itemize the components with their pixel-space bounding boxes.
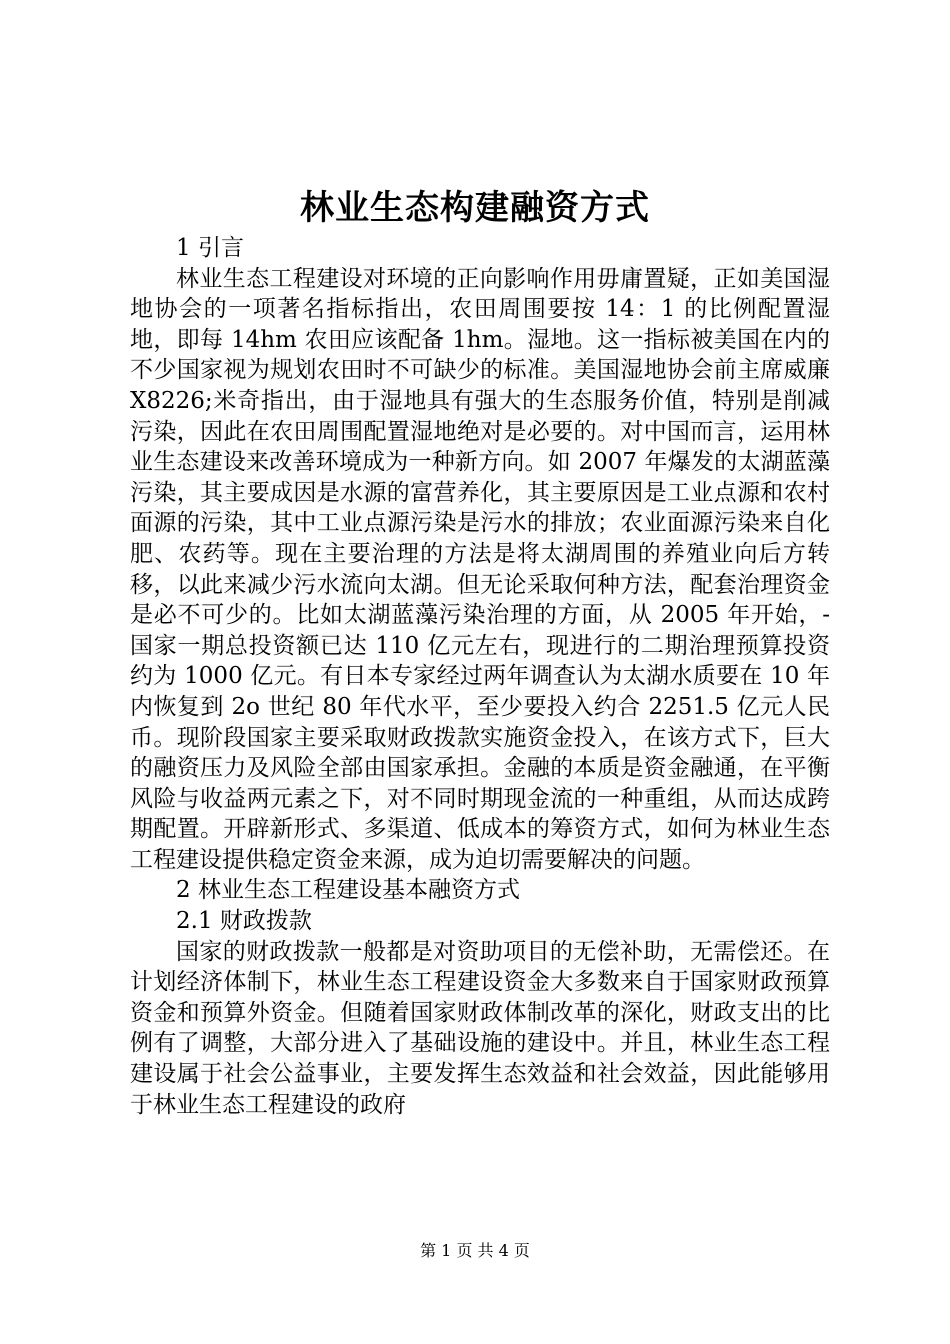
page-number-footer: 第 1 页 共 4 页 (420, 1241, 530, 1260)
section-heading-intro: 1 引言 (176, 235, 244, 261)
document-body (130, 233, 830, 1120)
paragraph-fiscal: 国家的财政拨款一般都是对资助项目的无偿补助，无需偿还。在计划经济体制下，林业生态工程建设资金大多数来自于国家财政预算资金和预算外资金。但随着国家财政体制改革的深化，财政支出的比例有了调整，大部分进入了基础设施的建设中。并且，林业生态工程建设属于社会公益事业，主要发挥生态效益和社会效益，因此能够用于林业生态工程建设的政府 (130, 938, 830, 1118)
paragraph-intro: 林业生态工程建设对环境的正向影响作用毋庸置疑，正如美国湿地协会的一项著名指标指出，农田周围要按 14：1 的比例配置湿地，即每 14hm 农田应该配备 1hm。湿地。这一指标被美国在内的不少国家视为规划农田时不可缺少的标准。美国湿地协会前主席威廉 X8226;米奇指出，由于湿地具有强大的生态服务价值，特别是削减污染，因此在农田周围配置湿地绝对是必要的。对中国而言，运用林业生态建设来改善环境成为一种新方向。如 2007 年爆发的太湖蓝藻污染，其主要成因是水源的富营养化，其主要原因是工业点源和农村面源的污染，其中工业点源污染是污水的排放；农业面源污染来自化肥、农药等。现在主要治理的方法是将太湖周围的养殖业向后方转移，以此来减少污水流向太湖。但无论采取何种方法，配套治理资金是必不可少的。比如太湖蓝藻污染治理的方面，从 2005 年开始，-国家一期总投资额已达 110 亿元左右，现进行的二期治理预算投资约为 1000 亿元。有日本专家经过两年调查认为太湖水质要在 10 年内恢复到 2o 世纪 80 年代水平，至少要投入约合 2251.5 亿元人民币。现阶段国家主要采取财政拨款实施资金投入，在该方式下，巨大的融资压力及风险全部由国家承担。金融的本质是资金融通，在平衡风险与收益两元素之下，对不同时期现金流的一种重组，从而达成跨期配置。开辟新形式、多渠道、低成本的筹资方式，如何为林业生态工程建设提供稳定资金来源，成为迫切需要解决的问题。 (130, 265, 830, 873)
page-title: 林业生态构建融资方式 (300, 188, 650, 228)
subsection-heading-fiscal: 2.1 财政拨款 (176, 908, 312, 935)
section-heading-financing: 2 林业生态工程建设基本融资方式 (176, 877, 520, 904)
